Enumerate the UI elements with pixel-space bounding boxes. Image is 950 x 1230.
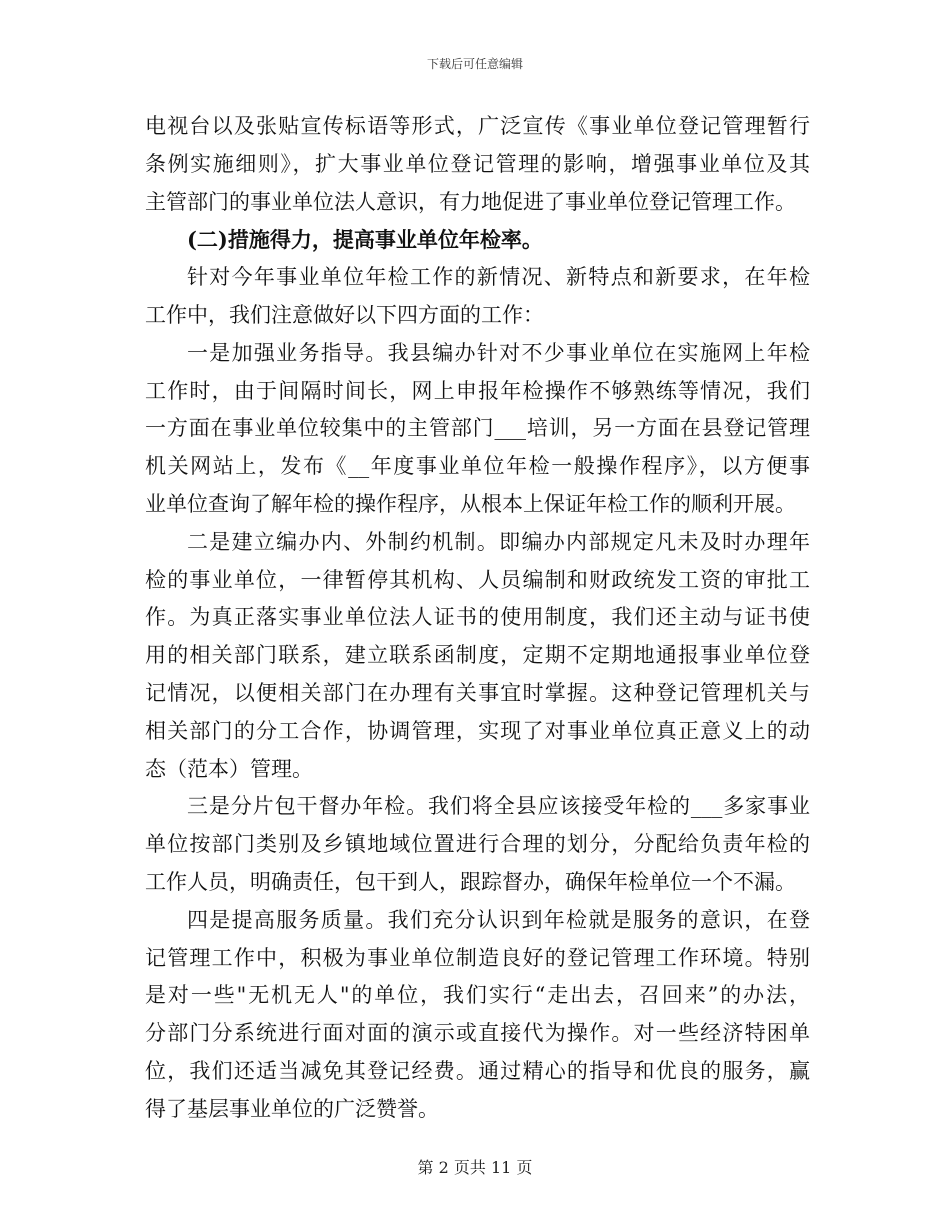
text-line: 记管理工作中，积极为事业单位制造良好的登记管理工作环境。特别 [145,945,810,970]
text-line: 工作中，我们注意做好以下四方面的工作： [145,302,544,327]
section-heading: (二)措施得力，提高事业单位年检率。 [187,227,543,253]
text-line: 作。为真正落实事业单位法人证书的使用制度，我们还主动与证书使 [145,605,810,630]
text-line: 机关网站上，发布《__年度事业单位年检一般操作程序》，以方便事 [145,454,810,479]
text-line: 检的事业单位，一律暂停其机构、人员编制和财政统发工资的审批工 [145,567,810,592]
text-line: 主管部门的事业单位法人意识，有力地促进了事业单位登记管理工作。 [145,189,796,214]
text-line: 相关部门的分工合作，协调管理，实现了对事业单位真正意义上的动 [145,718,810,743]
text-line: 四是提高服务质量。我们充分认识到年检就是服务的意识，在登 [187,907,810,932]
text-line: 记情况，以便相关部门在办理有关事宜时掌握。这种登记管理机关与 [145,680,810,705]
text-line: 条例实施细则》，扩大事业单位登记管理的影响，增强事业单位及其 [145,151,810,176]
text-line: 针对今年事业单位年检工作的新情况、新特点和新要求，在年检 [187,265,810,290]
text-line: 用的相关部门联系，建立联系函制度，定期不定期地通报事业单位登 [145,643,810,668]
text-line: 位，我们还适当减免其登记经费。通过精心的指导和优良的服务，赢 [145,1058,810,1083]
text-line: 工作时，由于间隔时间长，网上申报年检操作不够熟练等情况，我们 [145,378,810,403]
text-line: 一是加强业务指导。我县编办针对不少事业单位在实施网上年检 [187,340,810,365]
text-line: 三是分片包干督办年检。我们将全县应该接受年检的___多家事业 [187,794,810,819]
text-line: 分部门分系统进行面对面的演示或直接代为操作。对一些经济特困单 [145,1021,810,1046]
text-line: 一方面在事业单位较集中的主管部门___培训，另一方面在县登记管理 [145,416,810,441]
document-body [145,108,810,1129]
text-line: 得了基层事业单位的广泛赞誉。 [145,1096,439,1121]
text-line: 二是建立编办内、外制约机制。即编办内部规定凡未及时办理年 [187,529,810,554]
text-line: 是对一些"无机无人"的单位，我们实行“走出去，召回来”的办法， [145,983,810,1008]
text-line: 工作人员，明确责任，包干到人，跟踪督办，确保年检单位一个不漏。 [145,869,796,894]
text-line: 业单位查询了解年检的操作程序，从根本上保证年检工作的顺利开展。 [145,491,796,516]
page-footer: 第 2 页共 11 页 [417,1158,533,1177]
text-line: 单位按部门类别及乡镇地域位置进行合理的划分，分配给负责年检的 [145,832,810,857]
page-header: 下载后可任意编辑 [426,57,523,71]
text-line: 电视台以及张贴宣传标语等形式，广泛宣传《事业单位登记管理暂行 [145,114,810,138]
text-line: 态（范本）管理。 [145,756,313,781]
